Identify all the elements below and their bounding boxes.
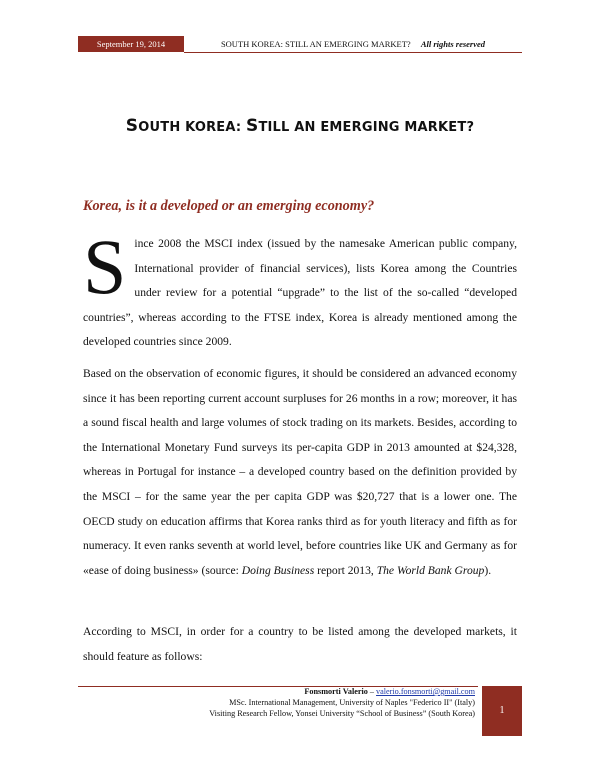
- footer-dash: –: [367, 687, 377, 696]
- title-colon: :: [235, 120, 246, 135]
- footer-info: [150, 686, 475, 720]
- paragraph-1: [83, 223, 517, 355]
- footer-affiliation-1: MSc. International Management, University of Naples "Federico II" (Italy): [229, 698, 475, 708]
- drop-cap: S: [83, 223, 127, 310]
- paragraph-2-italic-doing-business: Doing Business: [241, 563, 315, 577]
- footer-author-line: [150, 686, 475, 697]
- footer-author: Fonsmorti Valerio: [304, 687, 368, 696]
- paragraph-1-text: ince 2008 the MSCI index (issued by the namesake American public company, International provider of financial services), lists Korea among the Countries under review for a potential “upgrade” to the list of the so-called “developed countries”, whereas according to the FTSE index, Korea is already mentioned among the developed countries since 2009.: [83, 237, 517, 349]
- paragraph-2-text-a: Based on the observation of economic figures, it should be considered an advanced economy since it has been reporting current account surpluses for 26 months in a row; moreover, it has a sound fiscal health and large volumes of stock trading on its markets. Besides, according to the International Monetary Fund surveys its per-capita GDP in 2013 amounted at $24,328, whereas in Portugal for instance – a developed country based on the definition provided by the MSCI – for the same year the per capita GDP was $20,727 that is a lower one. The OECD study on education affirms that Korea ranks third as for youth literacy and fifth as for numeracy. It even ranks seventh at world level, before countries like UK and Germany as for «ease of doing business» (source:: [83, 367, 517, 577]
- paragraph-2-text-b: report 2013,: [314, 563, 377, 577]
- footer-email-link[interactable]: valerio.fonsmorti@gmail.com: [376, 687, 475, 696]
- title-part-2: TILL AN EMERGING MARKET?: [258, 120, 475, 135]
- document-title: [0, 116, 600, 136]
- header-divider: [184, 52, 522, 53]
- paragraph-2-text-c: ).: [484, 563, 492, 577]
- title-cap-2: S: [246, 116, 259, 136]
- header-title-line: [184, 36, 522, 52]
- title-part-1: OUTH KOREA: [138, 120, 236, 135]
- paragraph-2-italic-world-bank: The World Bank Group: [376, 563, 485, 577]
- footer-affiliation-2: Visiting Research Fellow, Yonsei University “School of Business” (South Korea): [209, 709, 475, 719]
- page-number: 1: [482, 686, 522, 736]
- header-title: SOUTH KOREA: STILL AN EMERGING MARKET?: [220, 39, 411, 49]
- header-date: September 19, 2014: [78, 36, 184, 52]
- section-heading: Korea, is it a developed or an emerging economy?: [83, 198, 375, 214]
- paragraph-3: According to MSCI, in order for a country to be listed among the developed markets, it should feature as follows:: [83, 625, 517, 663]
- title-cap-1: S: [125, 116, 139, 136]
- paragraph-2: [83, 362, 517, 583]
- header-rights: All rights reserved: [420, 39, 486, 49]
